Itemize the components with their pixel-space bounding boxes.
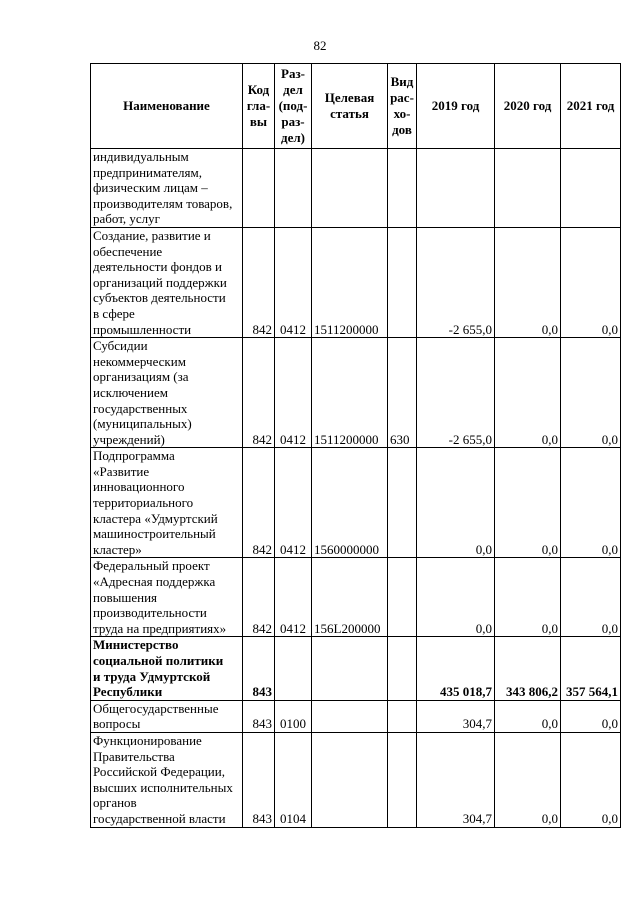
header-line: (под- <box>278 98 308 113</box>
table-row <box>91 637 621 700</box>
name-line: Российской Федерации, <box>93 764 225 780</box>
name-line: кластер» <box>93 541 142 557</box>
header-line: дел) <box>281 130 305 145</box>
header-expense-type <box>388 64 417 149</box>
name-line: социальной политики <box>93 653 224 668</box>
budget-table <box>90 63 621 828</box>
cell-chapter-code: 842 <box>243 558 275 637</box>
cell-target-article <box>312 700 388 732</box>
cell-expense-type <box>388 448 417 558</box>
cell-section: 0412 <box>275 338 312 448</box>
name-line: некоммерческим <box>93 353 186 369</box>
header-line: дел <box>283 82 303 97</box>
table-row <box>91 558 621 637</box>
cell-chapter-code: 842 <box>243 338 275 448</box>
name-line: высших исполнительных <box>93 779 233 795</box>
name-line: Общегосударственные <box>93 700 219 716</box>
name-line: промышленности <box>93 321 192 337</box>
cell-name <box>91 700 243 732</box>
cell-2021: 0,0 <box>561 732 621 827</box>
cell-2021: 0,0 <box>561 227 621 337</box>
cell-2020: 343 806,2 <box>495 637 561 700</box>
name-line: (муниципальных) <box>93 416 192 432</box>
table-body <box>91 149 621 828</box>
header-section <box>275 64 312 149</box>
cell-target-article <box>312 637 388 700</box>
name-line: кластера «Удмуртский <box>93 510 218 526</box>
name-line: и труда Удмуртской <box>93 668 211 684</box>
name-line: территориального <box>93 495 194 511</box>
name-line: Министерство <box>93 637 179 653</box>
table-row <box>91 700 621 732</box>
cell-2019: 304,7 <box>417 700 495 732</box>
name-line: организаций поддержки <box>93 274 227 290</box>
name-line: деятельности фондов и <box>93 259 223 275</box>
table-row <box>91 732 621 827</box>
header-name <box>91 64 243 149</box>
cell-name <box>91 338 243 448</box>
header-line: Код <box>247 82 270 97</box>
header-row <box>91 64 621 149</box>
name-line: организациям (за <box>93 369 189 385</box>
header-line: Целевая <box>324 90 375 105</box>
header-line: раз- <box>281 114 305 129</box>
cell-2020: 0,0 <box>495 558 561 637</box>
table-row <box>91 448 621 558</box>
cell-name <box>91 558 243 637</box>
name-line: органов <box>93 795 137 811</box>
cell-expense-type <box>388 149 417 228</box>
table-row <box>91 227 621 337</box>
name-line: Республики <box>93 684 163 700</box>
header-line: рас- <box>390 90 414 105</box>
cell-section: 0412 <box>275 558 312 637</box>
name-line: Функционирование <box>93 732 202 748</box>
name-line: работ, услуг <box>93 211 161 227</box>
header-line: статья <box>330 106 369 121</box>
cell-2019: 304,7 <box>417 732 495 827</box>
cell-2019: 0,0 <box>417 558 495 637</box>
cell-name <box>91 637 243 700</box>
header-line: 2020 год <box>503 98 552 113</box>
cell-2019: 0,0 <box>417 448 495 558</box>
cell-chapter-code: 842 <box>243 448 275 558</box>
name-line: обеспечение <box>93 243 163 259</box>
cell-expense-type <box>388 637 417 700</box>
cell-2021: 0,0 <box>561 448 621 558</box>
cell-2019: -2 655,0 <box>417 338 495 448</box>
header-line: Наименование <box>123 98 210 113</box>
cell-expense-type <box>388 558 417 637</box>
cell-section <box>275 149 312 228</box>
cell-name <box>91 227 243 337</box>
cell-2019: -2 655,0 <box>417 227 495 337</box>
cell-section: 0412 <box>275 227 312 337</box>
cell-section: 0412 <box>275 448 312 558</box>
cell-target-article: 1511200000 <box>312 227 388 337</box>
cell-2020: 0,0 <box>495 700 561 732</box>
name-line: Подпрограмма <box>93 448 175 464</box>
name-line: инновационного <box>93 479 185 495</box>
name-line: Правительства <box>93 748 175 764</box>
cell-2021: 0,0 <box>561 558 621 637</box>
header-line: гла- <box>246 98 271 113</box>
name-line: Федеральный проект <box>93 558 210 574</box>
cell-2020: 0,0 <box>495 448 561 558</box>
cell-2020: 0,0 <box>495 227 561 337</box>
cell-2021: 0,0 <box>561 338 621 448</box>
cell-2021: 0,0 <box>561 700 621 732</box>
cell-chapter-code: 843 <box>243 637 275 700</box>
header-chapter-code <box>243 64 275 149</box>
cell-target-article: 156L200000 <box>312 558 388 637</box>
cell-2020 <box>495 149 561 228</box>
header-year-2021 <box>561 64 621 149</box>
name-line: труда на предприятиях» <box>93 620 227 636</box>
header-line: хо- <box>393 106 411 121</box>
header-line: вы <box>249 114 268 129</box>
cell-2020: 0,0 <box>495 732 561 827</box>
cell-section: 0100 <box>275 700 312 732</box>
cell-expense-type <box>388 700 417 732</box>
table-row <box>91 338 621 448</box>
name-line: предпринимателям, <box>93 164 202 180</box>
cell-chapter-code <box>243 149 275 228</box>
cell-name <box>91 149 243 228</box>
cell-name <box>91 448 243 558</box>
header-line: Вид <box>390 74 414 89</box>
cell-expense-type <box>388 227 417 337</box>
name-line: физическим лицам – <box>93 180 208 196</box>
cell-expense-type: 630 <box>388 338 417 448</box>
name-line: «Развитие <box>93 463 150 479</box>
cell-2019: 435 018,7 <box>417 637 495 700</box>
name-line: государственной власти <box>93 810 226 826</box>
header-line: дов <box>392 122 412 137</box>
name-line: в сфере <box>93 305 135 321</box>
cell-expense-type <box>388 732 417 827</box>
header-line: Раз- <box>281 66 305 81</box>
cell-2021: 357 564,1 <box>561 637 621 700</box>
header-year-2020 <box>495 64 561 149</box>
header-target-article <box>312 64 388 149</box>
header-line: 2021 год <box>566 98 615 113</box>
name-line: машиностроительный <box>93 526 216 542</box>
cell-chapter-code: 843 <box>243 700 275 732</box>
name-line: «Адресная поддержка <box>93 574 216 590</box>
cell-chapter-code: 842 <box>243 227 275 337</box>
cell-chapter-code: 843 <box>243 732 275 827</box>
name-line: государственных <box>93 400 188 416</box>
name-line: вопросы <box>93 716 141 732</box>
cell-2019 <box>417 149 495 228</box>
name-line: Субсидии <box>93 338 148 354</box>
cell-target-article <box>312 732 388 827</box>
header-year-2019 <box>417 64 495 149</box>
name-line: субъектов деятельности <box>93 290 226 306</box>
cell-2021 <box>561 149 621 228</box>
name-line: производителям товаров, <box>93 195 233 211</box>
cell-target-article: 1511200000 <box>312 338 388 448</box>
name-line: повышения <box>93 589 158 605</box>
name-line: исключением <box>93 384 168 400</box>
table-row <box>91 149 621 228</box>
name-line: Создание, развитие и <box>93 227 211 243</box>
header-line: 2019 год <box>431 98 480 113</box>
cell-2020: 0,0 <box>495 338 561 448</box>
cell-name <box>91 732 243 827</box>
cell-section: 0104 <box>275 732 312 827</box>
name-line: учреждений) <box>93 431 165 447</box>
page-number: 82 <box>313 38 327 53</box>
cell-target-article <box>312 149 388 228</box>
cell-section <box>275 637 312 700</box>
name-line: индивидуальным <box>93 149 189 164</box>
cell-target-article: 1560000000 <box>312 448 388 558</box>
name-line: производительности <box>93 605 207 621</box>
